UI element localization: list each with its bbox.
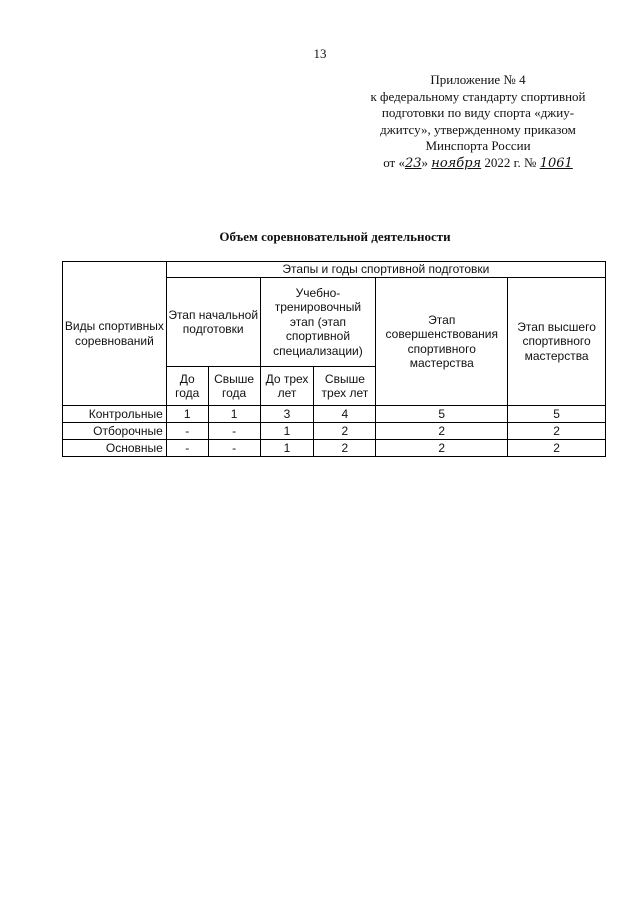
value-cell: - (208, 440, 260, 457)
sub-year-cell: Свыше года (208, 367, 260, 406)
value-cell: 3 (260, 406, 314, 423)
appendix-line: Приложение № 4 (430, 72, 526, 87)
value-cell: 2 (508, 440, 606, 457)
value-cell: 2 (376, 440, 508, 457)
handwritten-day: 23 (404, 155, 422, 171)
date-mid: » (421, 154, 432, 170)
value-cell: 2 (314, 440, 376, 457)
group-header-cell: Этапы и годы спортивной подготовки (166, 262, 605, 278)
value-cell: - (208, 423, 260, 440)
document-title: Объем соревновательной деятельности (219, 229, 451, 244)
appendix-line: Минспорта России (425, 138, 531, 153)
sub-year-cell: До года (166, 367, 208, 406)
appendix-line: джитсу», утвержденному приказом (380, 121, 576, 137)
stage-header-cell: Учебно-тренировочный этап (этап спортивной специализации) (260, 278, 376, 367)
sub-year-cell: Свыше трех лет (314, 367, 376, 406)
page-number: 13 (313, 46, 327, 61)
value-cell: 2 (508, 423, 606, 440)
value-cell: 5 (376, 406, 508, 423)
table-row (63, 406, 606, 423)
value-cell: 4 (314, 406, 376, 423)
appendix-line: к федеральному стандарту спортивной (370, 88, 586, 104)
handwritten-month: ноября (431, 155, 482, 171)
value-cell: - (166, 423, 208, 440)
sub-year-cell: До трех лет (260, 367, 314, 406)
value-cell: 2 (376, 423, 508, 440)
row-header-cell: Виды спортивных соревнований (63, 262, 167, 406)
date-prefix: от « (383, 154, 405, 170)
table-row (63, 440, 606, 457)
stage-header-cell: Этап совершенствования спортивного мастерства (376, 278, 508, 406)
stage-header-cell: Этап начальной подготовки (166, 278, 260, 367)
value-cell: 1 (260, 440, 314, 457)
handwritten-order-number: 1061 (539, 155, 573, 171)
value-cell: 5 (508, 406, 606, 423)
value-cell: 1 (166, 406, 208, 423)
competition-type-cell: Контрольные (63, 406, 167, 423)
value-cell: 1 (260, 423, 314, 440)
table-row (63, 423, 606, 440)
order-date-line (338, 155, 618, 173)
date-year: 2022 г. № (481, 154, 540, 170)
value-cell: 1 (208, 406, 260, 423)
appendix-line: подготовки по виду спорта «джиу- (381, 105, 575, 120)
competition-type-cell: Основные (63, 440, 167, 457)
competition-type-cell: Отборочные (63, 423, 167, 440)
competition-table (62, 261, 606, 457)
value-cell: - (166, 440, 208, 457)
appendix-block (338, 72, 618, 172)
value-cell: 2 (314, 423, 376, 440)
stage-header-cell: Этап высшего спортивного мастерства (508, 278, 606, 406)
